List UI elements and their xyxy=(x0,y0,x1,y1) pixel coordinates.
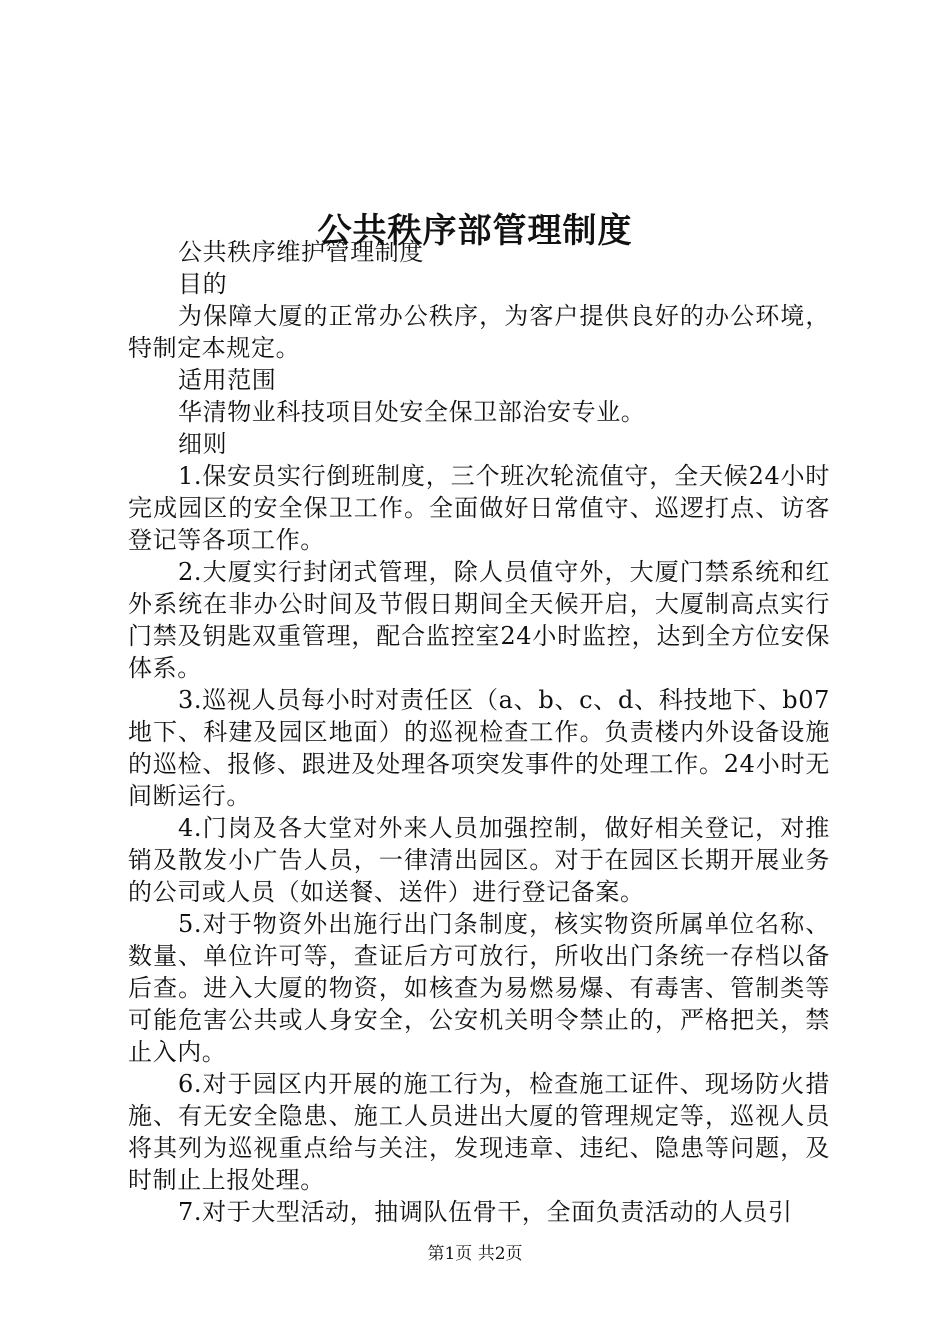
paragraph-subtitle: 公共秩序维护管理制度 xyxy=(178,238,424,266)
paragraph-rule-7: 7.对于大型活动，抽调队伍骨干，全面负责活动的人员引 xyxy=(178,1198,793,1226)
paragraph-scope-heading: 适用范围 xyxy=(178,366,277,394)
paragraph-purpose-heading: 目的 xyxy=(178,270,228,298)
page-footer: 第1页 共2页 xyxy=(427,1244,523,1264)
paragraph-rule-1: 1.保安员实行倒班制度，三个班次轮流值守，全天候24小时完成园区的安全保卫工作。全面做好日常值守、巡逻打点、访客登记等各项工作。 xyxy=(128,462,830,554)
paragraph-rule-2: 2.大厦实行封闭式管理，除人员值守外，大厦门禁系统和红外系统在非办公时间及节假日期间全天候开启，大厦制高点实行门禁及钥匙双重管理，配合监控室24小时监控，达到全方位安保体系。 xyxy=(128,558,830,682)
document-body xyxy=(128,236,830,1228)
paragraph-rules-heading: 细则 xyxy=(178,430,228,458)
paragraph-rule-3: 3.巡视人员每小时对责任区（a、b、c、d、科技地下、b07地下、科建及园区地面）的巡视检查工作。负责楼内外设备设施的巡检、报修、跟进及处理各项突发事件的处理工作。24小时无间断运行。 xyxy=(128,686,830,810)
paragraph-rule-6: 6.对于园区内开展的施工行为，检查施工证件、现场防火措施、有无安全隐患、施工人员进出大厦的管理规定等，巡视人员将其列为巡视重点给与关注，发现违章、违纪、隐患等问题，及时制止上报处理。 xyxy=(128,1070,830,1194)
paragraph-rule-5: 5.对于物资外出施行出门条制度，核实物资所属单位名称、数量、单位许可等，查证后方可放行，所收出门条统一存档以备后查。进入大厦的物资，如核查为易燃易爆、有毒害、管制类等可能危害公共或人身安全，公安机关明令禁止的，严格把关，禁止入内。 xyxy=(128,910,830,1066)
paragraph-rule-4: 4.门岗及各大堂对外来人员加强控制，做好相关登记，对推销及散发小广告人员，一律清出园区。对于在园区长期开展业务的公司或人员（如送餐、送件）进行登记备案。 xyxy=(128,814,830,906)
paragraph-purpose: 为保障大厦的正常办公秩序，为客户提供良好的办公环境，特制定本规定。 xyxy=(128,302,830,362)
paragraph-scope: 华清物业科技项目处安全保卫部治安专业。 xyxy=(178,398,646,426)
document-title: 公共秩序部管理制度 xyxy=(317,210,633,251)
